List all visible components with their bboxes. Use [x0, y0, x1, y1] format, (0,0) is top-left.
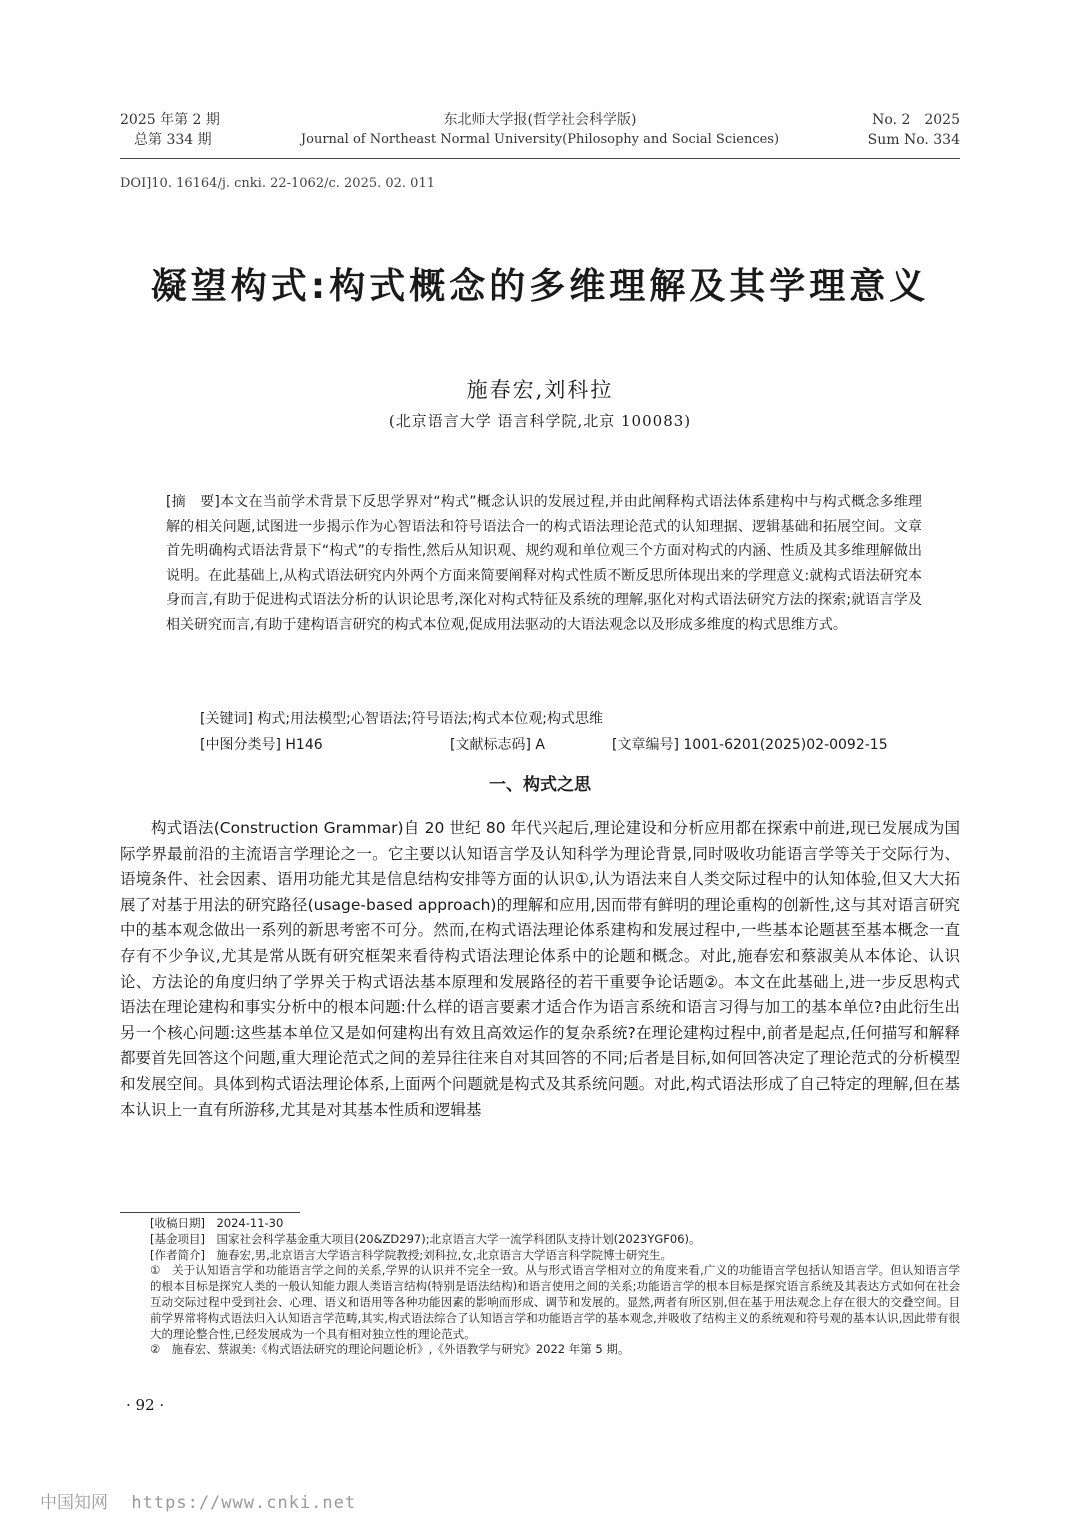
header-number-sum: Sum No. 334 — [867, 132, 960, 148]
document-code-value: A — [535, 737, 545, 753]
authors: 施春宏,刘科拉 — [466, 378, 614, 402]
header-issue-year: 2025 年第 2 期 — [120, 112, 220, 128]
document-code-label: [文献标志码] — [450, 737, 531, 753]
watermark-footer — [40, 1488, 374, 1513]
keywords — [200, 708, 603, 728]
received-date: [收稿日期] 2024-11-30 — [150, 1216, 284, 1230]
footnotes — [120, 1216, 960, 1358]
author-bio: [作者简介] 施春宏,男,北京语言大学语言科学院教授;刘科拉,女,北京语言大学语言科学院博士研究生。 — [150, 1247, 672, 1262]
article-number — [612, 734, 888, 754]
header-number-no: No. 2 2025 — [872, 112, 960, 128]
classification-value: H146 — [285, 737, 323, 753]
document-code — [450, 734, 545, 754]
footer-url: https://www.cnki.net — [131, 1493, 357, 1513]
abstract-text: 本文在当前学术背景下反思学界对“构式”概念认识的发展过程,并由此阐释构式语法体系建构中与构式概念多维理解的相关问题,试图进一步揭示作为心智语法和符号语法合一的构式语法理论范式的认知理据、逻辑基础和拓展空间。文章首先明确构式语法背景下“构式”的专指性,然后从知识观、规约观和单位观三个方面对构式的内涵、性质及其多维理解做出说明。在此基础上,从构式语法研究内外两个方面来简要阐释对构式性质不断反思所体现出来的学理意义:就构式语法研究本身而言,有助于促进构式语法分析的认识论思考,深化对构式特征及系统的理解,驱化对构式语法研究方法的探索;就语言学及相关研究而言,有助于建构语言研究的构式本位观,促成用法驱动的大语法观念以及形成多维度的构式思维方式。 — [166, 494, 922, 633]
header-journal-en: Journal of Northeast Normal University(Philosophy and Social Sciences) — [300, 132, 780, 147]
footer-site: 中国知网 — [40, 1493, 108, 1513]
paper-title: 凝望构式:构式概念的多维理解及其学理意义 — [150, 266, 930, 307]
body-paragraph: 构式语法(Construction Grammar)自 20 世纪 80 年代兴起后,理论建设和分析应用都在探索中前进,现已发展成为国际学界最前沿的主流语言学理论之一。它主要以认知语言学及认知科学为理论背景,同时吸收功能语言学等关于交际行为、语境条件、社会因素、语用功能尤其是信息结构安排等方面的认识①,认为语法来自人类交际过程中的认知体验,但又大大拓展了对基于用法的研究路径(usage-based approach)的理解和应用,因而带有鲜明的理论重构的创新性,这与其对语言研究中的基本观念做出一系列的新思考密不可分。然而,在构式语法理论体系建构和发展过程中,一些基本论题甚至基本概念一直存有不少争议,尤其是常从既有研究框架来看待构式语法理论体系中的论题和概念。对此,施春宏和蔡淑美从本体论、认识论、方法论的角度归纳了学界关于构式语法基本原理和发展路径的若干重要争论话题②。本文在此基础上,进一步反思构式语法在理论建构和事实分析中的根本问题:什么样的语言要素才适合作为语言系统和语言习得与加工的基本单位?由此衍生出另一个核心问题:这些基本单位又是如何建构出有效且高效运作的复杂系统?在理论建构过程中,前者是起点,任何描写和解释都要首先回答这个问题,重大理论范式之间的差异往往来自对其回答的不同;后者是目标,如何回答决定了理论范式的分析模型和发展空间。具体到构式语法理论体系,上面两个问题就是构式及其系统问题。对此,构式语法形成了自己特定的理解,但在基本认识上一直有所游移,尤其是对其基本性质和逻辑基 — [120, 819, 960, 1119]
article-number-value: 1001-6201(2025)02-0092-15 — [683, 737, 888, 753]
footnote-1: ① 关于认知语言学和功能语言学之间的关系,学界的认识并不完全一致。从与形式语言学相对立的角度来看,广义的功能语言学包括认知语言学。但认知语言学的根本目标是探究人类的一般认知能力跟人类语言结构(特别是语法结构)和语言使用之间的关系;功能语言学的根本目标是探究语言系统及其表达方式如何在社会互动交际过程中受到社会、心理、语义和语用等各种功能因素的影响而形成、调节和发展的。显然,两者有所区别,但在基于用法观念上存在很大的交叠空间。目前学界常将构式语法归入认知语言学范畴,其实,构式语法综合了认知语言学和功能语言学的基本观念,并吸收了结构主义的系统观和符号观的基本认识,因此带有很大的理论整合性,已经发展成为一个具有相对独立性的理论范式。 — [150, 1263, 960, 1341]
doi: DOI]10. 16164/j. cnki. 22-1062/c. 2025. 02. 011 — [120, 176, 435, 191]
abstract — [166, 490, 922, 638]
classification-label: [中图分类号] — [200, 737, 281, 753]
article-number-label: [文章编号] — [612, 737, 679, 753]
keywords-text: 构式;用法模型;心智语法;符号语法;构式本位观;构式思维 — [257, 711, 603, 727]
affiliation: (北京语言大学 语言科学院,北京 100083) — [388, 412, 692, 430]
header-number — [820, 110, 960, 150]
footnote-2: ② 施春宏、蔡淑美:《构式语法研究的理论问题论析》,《外语教学与研究》2022 年第 5 期。 — [150, 1342, 630, 1357]
page-number: · 92 · — [126, 1396, 165, 1414]
footnote-rule — [120, 1212, 300, 1213]
classification — [200, 734, 323, 754]
header-journal — [250, 110, 830, 150]
abstract-label: [摘 要] — [166, 494, 220, 510]
header-rule — [120, 158, 960, 159]
keywords-label: [关键词] — [200, 711, 253, 727]
header-issue-total: 总第 334 期 — [134, 132, 212, 148]
fund-project: [基金项目] 国家社会科学基金重大项目(20&ZD297);北京语言大学一流学科团队支持计划(2023YGF06)。 — [150, 1231, 701, 1246]
header-journal-cn: 东北师大学报(哲学社会科学版) — [443, 112, 637, 128]
section-title: 一、构式之思 — [489, 775, 591, 795]
